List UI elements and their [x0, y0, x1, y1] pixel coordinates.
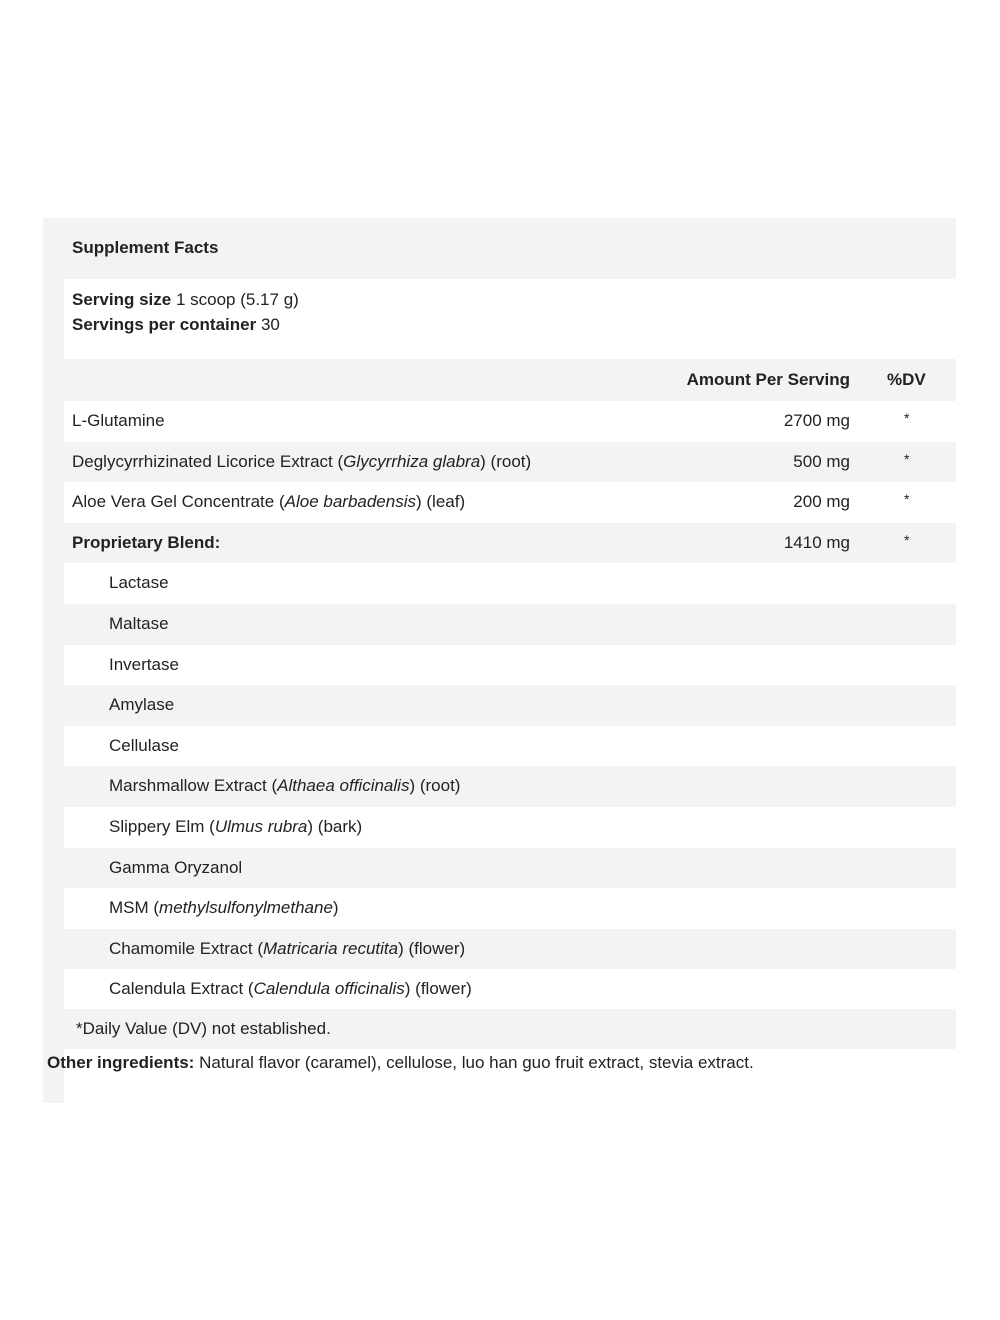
servings-per-container-label: Servings per container — [72, 315, 257, 334]
blend-row — [64, 604, 956, 645]
table-header-row — [64, 359, 956, 401]
ingredient-name-text: Lactase — [109, 573, 169, 593]
blend-row — [64, 929, 956, 970]
ingredient-part: ) — [332, 898, 339, 918]
blend-row — [64, 563, 956, 604]
table-row — [64, 523, 956, 564]
table-row — [64, 482, 956, 523]
ingredient-name-text: Gamma Oryzanol — [109, 857, 243, 877]
ingredient-name-text: Cellulase — [109, 735, 179, 755]
ingredient-name-text: Slippery Elm ( — [109, 816, 215, 836]
blend-row — [64, 807, 956, 848]
table-row — [64, 401, 956, 442]
ingredient-latin-name: methylsulfonylmethane — [159, 898, 333, 918]
blend-row — [64, 645, 956, 686]
ingredient-latin-name: Aloe barbadensis — [284, 492, 416, 512]
ingredient-part: ) (bark) — [307, 816, 363, 836]
ingredient-name-text: Deglycyrrhizinated Licorice Extract ( — [72, 451, 344, 471]
blend-ingredient-name — [109, 573, 169, 593]
dv-footnote: *Daily Value (DV) not established. — [76, 1019, 331, 1038]
ingredient-dv: * — [904, 450, 910, 467]
ingredient-name-text: MSM ( — [109, 898, 160, 918]
ingredient-name-text: Aloe Vera Gel Concentrate ( — [72, 492, 285, 512]
ingredient-dv: * — [904, 410, 910, 426]
blend-row — [64, 969, 956, 1010]
facts-header — [43, 218, 956, 279]
ingredient-name-text: Proprietary Blend: — [72, 532, 221, 552]
ingredient-amount: 2700 mg — [783, 411, 850, 430]
amount-column-header: Amount Per Serving — [686, 370, 850, 389]
ingredient-name-text: L-Glutamine — [72, 411, 165, 430]
ingredient-name-text: Invertase — [109, 654, 179, 674]
blend-row — [64, 848, 956, 889]
ingredient-name-text: Amylase — [109, 695, 175, 715]
blend-ingredient-name — [109, 655, 179, 675]
ingredient-amount: 500 mg — [793, 451, 850, 471]
ingredient-part: ) (root) — [480, 451, 532, 471]
table-row — [64, 442, 956, 483]
ingredient-dv: * — [904, 531, 910, 548]
ingredient-part: ) (root) — [409, 776, 461, 796]
servings-per-container — [72, 312, 299, 337]
ingredient-amount: 200 mg — [793, 492, 850, 512]
ingredient-dv: * — [904, 491, 910, 508]
serving-size — [72, 287, 299, 312]
ingredient-name — [72, 411, 165, 431]
serving-size-value: 1 scoop (5.17 g) — [175, 290, 299, 309]
other-ingredients-value: Natural flavor (caramel), cellulose, luo han guo fruit extract, stevia extract. — [194, 1053, 754, 1072]
blend-ingredient-name — [109, 939, 465, 959]
facts-title: Supplement Facts — [72, 238, 219, 257]
blend-row — [64, 726, 956, 767]
blend-row — [64, 888, 956, 929]
blend-ingredient-name — [109, 979, 472, 999]
ingredient-name-text: Marshmallow Extract ( — [109, 776, 278, 796]
serving-size-label: Serving size — [72, 290, 172, 309]
ingredient-part: ) (flower) — [404, 979, 472, 999]
blend-row — [64, 685, 956, 726]
ingredient-latin-name: Matricaria recutita — [262, 938, 399, 958]
blend-ingredient-name — [109, 898, 339, 918]
ingredient-name — [72, 533, 220, 553]
blend-ingredient-name — [109, 695, 174, 715]
other-ingredients-label: Other ingredients: — [47, 1053, 195, 1072]
ingredient-name — [72, 492, 465, 512]
servings-per-container-value: 30 — [260, 315, 280, 334]
supplement-facts-panel — [43, 218, 956, 1103]
blend-ingredient-name — [109, 858, 242, 878]
other-ingredients — [47, 1053, 754, 1073]
ingredient-amount: 1410 mg — [783, 532, 850, 552]
ingredient-name-text: Calendula Extract ( — [109, 979, 254, 999]
serving-info — [72, 287, 299, 337]
ingredient-latin-name: Glycyrrhiza glabra — [343, 451, 481, 471]
ingredient-part: ) (flower) — [398, 938, 466, 958]
facts-table — [64, 359, 956, 1010]
blend-ingredient-name — [109, 776, 460, 796]
blend-ingredient-name — [109, 614, 169, 634]
blend-row — [64, 766, 956, 807]
ingredient-latin-name: Ulmus rubra — [214, 816, 308, 836]
blend-ingredient-name — [109, 817, 362, 837]
ingredient-name-text: Chamomile Extract ( — [109, 938, 263, 958]
ingredient-latin-name: Althaea officinalis — [277, 776, 410, 796]
blend-ingredient-name — [109, 736, 179, 756]
ingredient-part: ) (leaf) — [416, 492, 466, 512]
dv-column-header: %DV — [887, 370, 926, 389]
ingredient-name — [72, 452, 531, 472]
ingredient-name-text: Maltase — [109, 613, 169, 633]
ingredient-latin-name: Calendula officinalis — [253, 979, 405, 999]
